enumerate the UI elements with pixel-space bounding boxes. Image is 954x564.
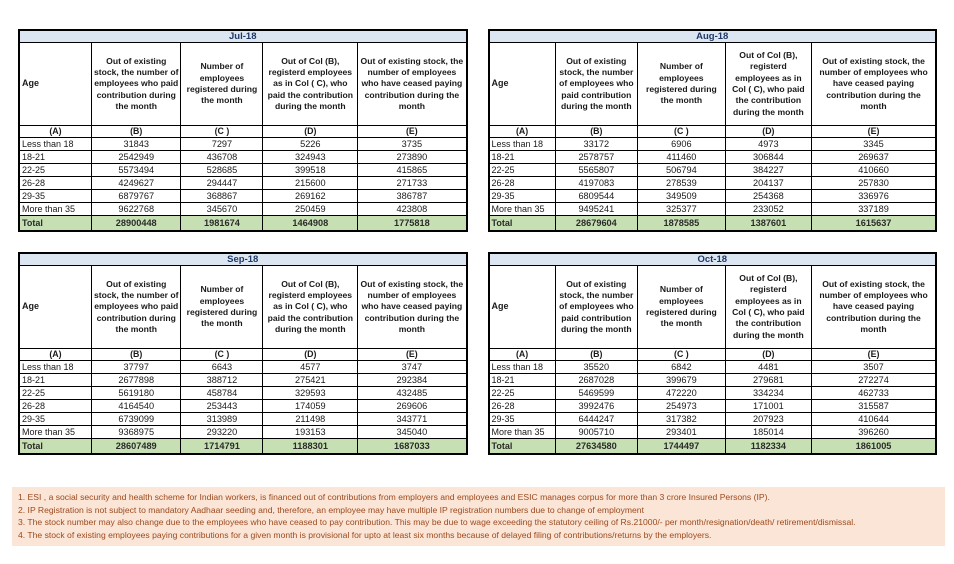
table-row [19, 190, 467, 203]
value-cell: 6842 [638, 361, 726, 374]
value-cell: 410660 [812, 164, 936, 177]
value-cell: 399679 [638, 374, 726, 387]
table-row [19, 177, 467, 190]
value-cell: 9495241 [555, 203, 637, 216]
table-row [19, 138, 467, 151]
value-cell: 3507 [812, 361, 936, 374]
value-cell: 37797 [91, 361, 181, 374]
month-title-row [19, 253, 467, 266]
footnote-4: 4. The stock of existing employees paying contributions for a given month is provisional for upto at least six months because of delayed filing of contributions/returns by the employers. [18, 529, 712, 540]
value-cell: 204137 [725, 177, 811, 190]
col-header-age: Age [19, 266, 91, 349]
total-row [19, 216, 467, 232]
value-cell: 315587 [812, 400, 936, 413]
age-group-cell: 18-21 [489, 374, 556, 387]
table-row [489, 400, 937, 413]
total-value-cell: 1861005 [812, 439, 936, 455]
table-row [19, 203, 467, 216]
table-row [19, 400, 467, 413]
month-title-row [489, 30, 937, 43]
value-cell: 317382 [638, 413, 726, 426]
age-group-cell: More than 35 [19, 426, 91, 439]
col-header-age: Age [489, 266, 556, 349]
total-value-cell: 27634580 [555, 439, 637, 455]
value-cell: 343771 [358, 413, 467, 426]
age-group-cell: Less than 18 [19, 138, 91, 151]
table-row [19, 164, 467, 177]
value-cell: 2677898 [91, 374, 181, 387]
value-cell: 384227 [725, 164, 811, 177]
value-cell: 528685 [181, 164, 263, 177]
column-letters-row [489, 349, 937, 361]
table-row [19, 387, 467, 400]
table-row [489, 177, 937, 190]
total-value-cell: 1981674 [181, 216, 263, 232]
value-cell: 3735 [358, 138, 467, 151]
value-cell: 233052 [725, 203, 811, 216]
table-row [489, 387, 937, 400]
col-header-c: Number of employees registered during the month [181, 43, 263, 126]
col-header-age: Age [19, 43, 91, 126]
value-cell: 257830 [812, 177, 936, 190]
total-label-cell: Total [489, 439, 556, 455]
value-cell: 6809544 [555, 190, 637, 203]
value-cell: 278539 [638, 177, 726, 190]
value-cell: 7297 [181, 138, 263, 151]
value-cell: 410644 [812, 413, 936, 426]
value-cell: 3747 [358, 361, 467, 374]
table-row [489, 426, 937, 439]
col-header-b: Out of existing stock, the number of employees who paid contribution during the month [91, 266, 181, 349]
value-cell: 423808 [358, 203, 467, 216]
value-cell: 6444247 [555, 413, 637, 426]
age-group-cell: 18-21 [489, 151, 556, 164]
column-header-row [19, 43, 467, 126]
col-letter-e: (E) [812, 349, 936, 361]
age-group-cell: 22-25 [489, 164, 556, 177]
value-cell: 9622768 [91, 203, 181, 216]
month-title: Sep-18 [19, 253, 467, 266]
column-header-row [19, 266, 467, 349]
age-group-cell: 26-28 [489, 400, 556, 413]
value-cell: 2687028 [555, 374, 637, 387]
value-cell: 396260 [812, 426, 936, 439]
age-group-cell: 29-35 [19, 413, 91, 426]
value-cell: 3345 [812, 138, 936, 151]
value-cell: 432485 [358, 387, 467, 400]
col-header-e: Out of existing stock, the number of employees who have ceased paying contribution during the month [812, 266, 936, 349]
total-value-cell: 1687033 [358, 439, 467, 455]
value-cell: 207923 [725, 413, 811, 426]
total-row [489, 439, 937, 455]
table-row [19, 361, 467, 374]
value-cell: 388712 [181, 374, 263, 387]
total-label-cell: Total [19, 216, 91, 232]
col-letter-d: (D) [725, 126, 811, 138]
table-row [489, 203, 937, 216]
value-cell: 293401 [638, 426, 726, 439]
footnote-3: 3. The stock number may also change due to the employees who have ceased to pay contribution. This may be due to wage exceeding the statutory ceiling of Rs.21000/- per month/resignation/death/ retirement/dismissal. [18, 517, 856, 527]
value-cell: 2578757 [555, 151, 637, 164]
value-cell: 293220 [181, 426, 263, 439]
col-letter-a: (A) [19, 349, 91, 361]
value-cell: 4577 [263, 361, 358, 374]
col-header-d: Out of Col (B), registerd employees as in Col ( C), who paid the contribution during the month [263, 43, 358, 126]
col-header-d: Out of Col (B), registerd employees as in Col ( C), who paid the contribution during the month [725, 266, 811, 349]
total-value-cell: 1387601 [725, 216, 811, 232]
table-row [489, 138, 937, 151]
total-value-cell: 1744497 [638, 439, 726, 455]
value-cell: 349509 [638, 190, 726, 203]
value-cell: 306844 [725, 151, 811, 164]
value-cell: 411460 [638, 151, 726, 164]
value-cell: 5226 [263, 138, 358, 151]
total-label-cell: Total [19, 439, 91, 455]
age-group-cell: 22-25 [19, 164, 91, 177]
value-cell: 5469599 [555, 387, 637, 400]
value-cell: 193153 [263, 426, 358, 439]
total-value-cell: 1878585 [638, 216, 726, 232]
table-row [19, 426, 467, 439]
total-value-cell: 1464908 [263, 216, 358, 232]
table-row [489, 190, 937, 203]
value-cell: 269606 [358, 400, 467, 413]
table-row [489, 413, 937, 426]
age-group-cell: 26-28 [19, 400, 91, 413]
value-cell: 292384 [358, 374, 467, 387]
month-table-jul-18 [18, 29, 468, 232]
value-cell: 9005710 [555, 426, 637, 439]
value-cell: 35520 [555, 361, 637, 374]
value-cell: 336976 [812, 190, 936, 203]
value-cell: 5565807 [555, 164, 637, 177]
value-cell: 337189 [812, 203, 936, 216]
value-cell: 399518 [263, 164, 358, 177]
value-cell: 324943 [263, 151, 358, 164]
value-cell: 462733 [812, 387, 936, 400]
value-cell: 275421 [263, 374, 358, 387]
value-cell: 294447 [181, 177, 263, 190]
month-title-row [19, 30, 467, 43]
value-cell: 269637 [812, 151, 936, 164]
value-cell: 2542949 [91, 151, 181, 164]
col-letter-d: (D) [725, 349, 811, 361]
month-table-oct-18 [488, 252, 938, 455]
col-letter-c: (C ) [638, 349, 726, 361]
age-group-cell: Less than 18 [489, 361, 556, 374]
table-row [19, 151, 467, 164]
value-cell: 334234 [725, 387, 811, 400]
value-cell: 254973 [638, 400, 726, 413]
col-header-d: Out of Col (B), registerd employees as in Col ( C), who paid the contribution during the month [263, 266, 358, 349]
value-cell: 5573494 [91, 164, 181, 177]
month-title: Jul-18 [19, 30, 467, 43]
col-header-e: Out of existing stock, the number of employees who have ceased paying contribution during the month [358, 43, 467, 126]
total-value-cell: 28679604 [555, 216, 637, 232]
age-group-cell: More than 35 [489, 203, 556, 216]
col-header-e: Out of existing stock, the number of employees who have ceased paying contribution during the month [358, 266, 467, 349]
col-letter-c: (C ) [181, 126, 263, 138]
age-group-cell: Less than 18 [489, 138, 556, 151]
column-header-row [489, 266, 937, 349]
value-cell: 325377 [638, 203, 726, 216]
table-row [489, 374, 937, 387]
total-value-cell: 1714791 [181, 439, 263, 455]
value-cell: 415865 [358, 164, 467, 177]
col-header-c: Number of employees registered during the month [181, 266, 263, 349]
month-table-aug-18 [488, 29, 938, 232]
total-row [19, 439, 467, 455]
col-letter-e: (E) [812, 126, 936, 138]
total-value-cell: 1188301 [263, 439, 358, 455]
value-cell: 279681 [725, 374, 811, 387]
value-cell: 254368 [725, 190, 811, 203]
value-cell: 345040 [358, 426, 467, 439]
value-cell: 215600 [263, 177, 358, 190]
value-cell: 345670 [181, 203, 263, 216]
age-group-cell: 22-25 [19, 387, 91, 400]
column-letters-row [489, 126, 937, 138]
total-row [489, 216, 937, 232]
table-row [19, 374, 467, 387]
col-letter-b: (B) [555, 126, 637, 138]
value-cell: 272274 [812, 374, 936, 387]
monthly-tables-grid [18, 29, 937, 455]
age-group-cell: 26-28 [489, 177, 556, 190]
col-header-c: Number of employees registered during the month [638, 266, 726, 349]
col-letter-a: (A) [489, 349, 556, 361]
col-letter-b: (B) [91, 126, 181, 138]
value-cell: 4973 [725, 138, 811, 151]
value-cell: 6739099 [91, 413, 181, 426]
col-header-b: Out of existing stock, the number of employees who paid contribution during the month [555, 43, 637, 126]
table-row [489, 151, 937, 164]
col-letter-b: (B) [91, 349, 181, 361]
col-header-age: Age [489, 43, 556, 126]
footnotes-panel [12, 487, 945, 546]
age-group-cell: 29-35 [19, 190, 91, 203]
col-letter-e: (E) [358, 349, 467, 361]
value-cell: 174059 [263, 400, 358, 413]
age-group-cell: Less than 18 [19, 361, 91, 374]
col-header-d: Out of Col (B), registerd employees as in Col ( C), who paid the contribution during the month [725, 43, 811, 126]
month-title: Aug-18 [489, 30, 937, 43]
column-letters-row [19, 349, 467, 361]
age-group-cell: 18-21 [19, 374, 91, 387]
value-cell: 6643 [181, 361, 263, 374]
col-letter-c: (C ) [181, 349, 263, 361]
value-cell: 269162 [263, 190, 358, 203]
value-cell: 211498 [263, 413, 358, 426]
table-row [489, 361, 937, 374]
value-cell: 31843 [91, 138, 181, 151]
value-cell: 386787 [358, 190, 467, 203]
col-letter-c: (C ) [638, 126, 726, 138]
col-header-c: Number of employees registered during the month [638, 43, 726, 126]
total-value-cell: 1182334 [725, 439, 811, 455]
value-cell: 368867 [181, 190, 263, 203]
age-group-cell: 26-28 [19, 177, 91, 190]
age-group-cell: 18-21 [19, 151, 91, 164]
value-cell: 171001 [725, 400, 811, 413]
value-cell: 472220 [638, 387, 726, 400]
total-value-cell: 28607489 [91, 439, 181, 455]
total-value-cell: 1775818 [358, 216, 467, 232]
col-header-b: Out of existing stock, the number of employees who paid contribution during the month [91, 43, 181, 126]
col-letter-e: (E) [358, 126, 467, 138]
column-letters-row [19, 126, 467, 138]
value-cell: 6879767 [91, 190, 181, 203]
value-cell: 6906 [638, 138, 726, 151]
value-cell: 3992476 [555, 400, 637, 413]
age-group-cell: More than 35 [19, 203, 91, 216]
age-group-cell: 22-25 [489, 387, 556, 400]
value-cell: 4481 [725, 361, 811, 374]
total-value-cell: 28900448 [91, 216, 181, 232]
total-value-cell: 1615637 [812, 216, 936, 232]
value-cell: 271733 [358, 177, 467, 190]
value-cell: 436708 [181, 151, 263, 164]
column-header-row [489, 43, 937, 126]
value-cell: 9368975 [91, 426, 181, 439]
age-group-cell: 29-35 [489, 413, 556, 426]
value-cell: 329593 [263, 387, 358, 400]
col-letter-d: (D) [263, 349, 358, 361]
col-header-e: Out of existing stock, the number of employees who have ceased paying contribution during the month [812, 43, 936, 126]
age-group-cell: More than 35 [489, 426, 556, 439]
month-title: Oct-18 [489, 253, 937, 266]
value-cell: 33172 [555, 138, 637, 151]
footnote-2: 2. IP Registration is not subject to mandatory Aadhaar seeding and, therefore, an employee may have multiple IP registration numbers due to change of employment [18, 504, 644, 515]
value-cell: 185014 [725, 426, 811, 439]
value-cell: 250459 [263, 203, 358, 216]
value-cell: 273890 [358, 151, 467, 164]
age-group-cell: 29-35 [489, 190, 556, 203]
col-letter-a: (A) [19, 126, 91, 138]
value-cell: 5619180 [91, 387, 181, 400]
value-cell: 4197083 [555, 177, 637, 190]
value-cell: 506794 [638, 164, 726, 177]
col-letter-d: (D) [263, 126, 358, 138]
col-header-b: Out of existing stock, the number of employees who paid contribution during the month [555, 266, 637, 349]
total-label-cell: Total [489, 216, 556, 232]
table-row [19, 413, 467, 426]
value-cell: 253443 [181, 400, 263, 413]
value-cell: 4249627 [91, 177, 181, 190]
value-cell: 4164540 [91, 400, 181, 413]
col-letter-b: (B) [555, 349, 637, 361]
month-table-sep-18 [18, 252, 468, 455]
value-cell: 458784 [181, 387, 263, 400]
footnote-1: 1. ESI , a social security and health scheme for Indian workers, is financed out of contributions from employers and employees and ESIC manages corpus for more than 3 crore Insured Persons (IP). [18, 492, 770, 502]
month-title-row [489, 253, 937, 266]
col-letter-a: (A) [489, 126, 556, 138]
value-cell: 313989 [181, 413, 263, 426]
table-row [489, 164, 937, 177]
